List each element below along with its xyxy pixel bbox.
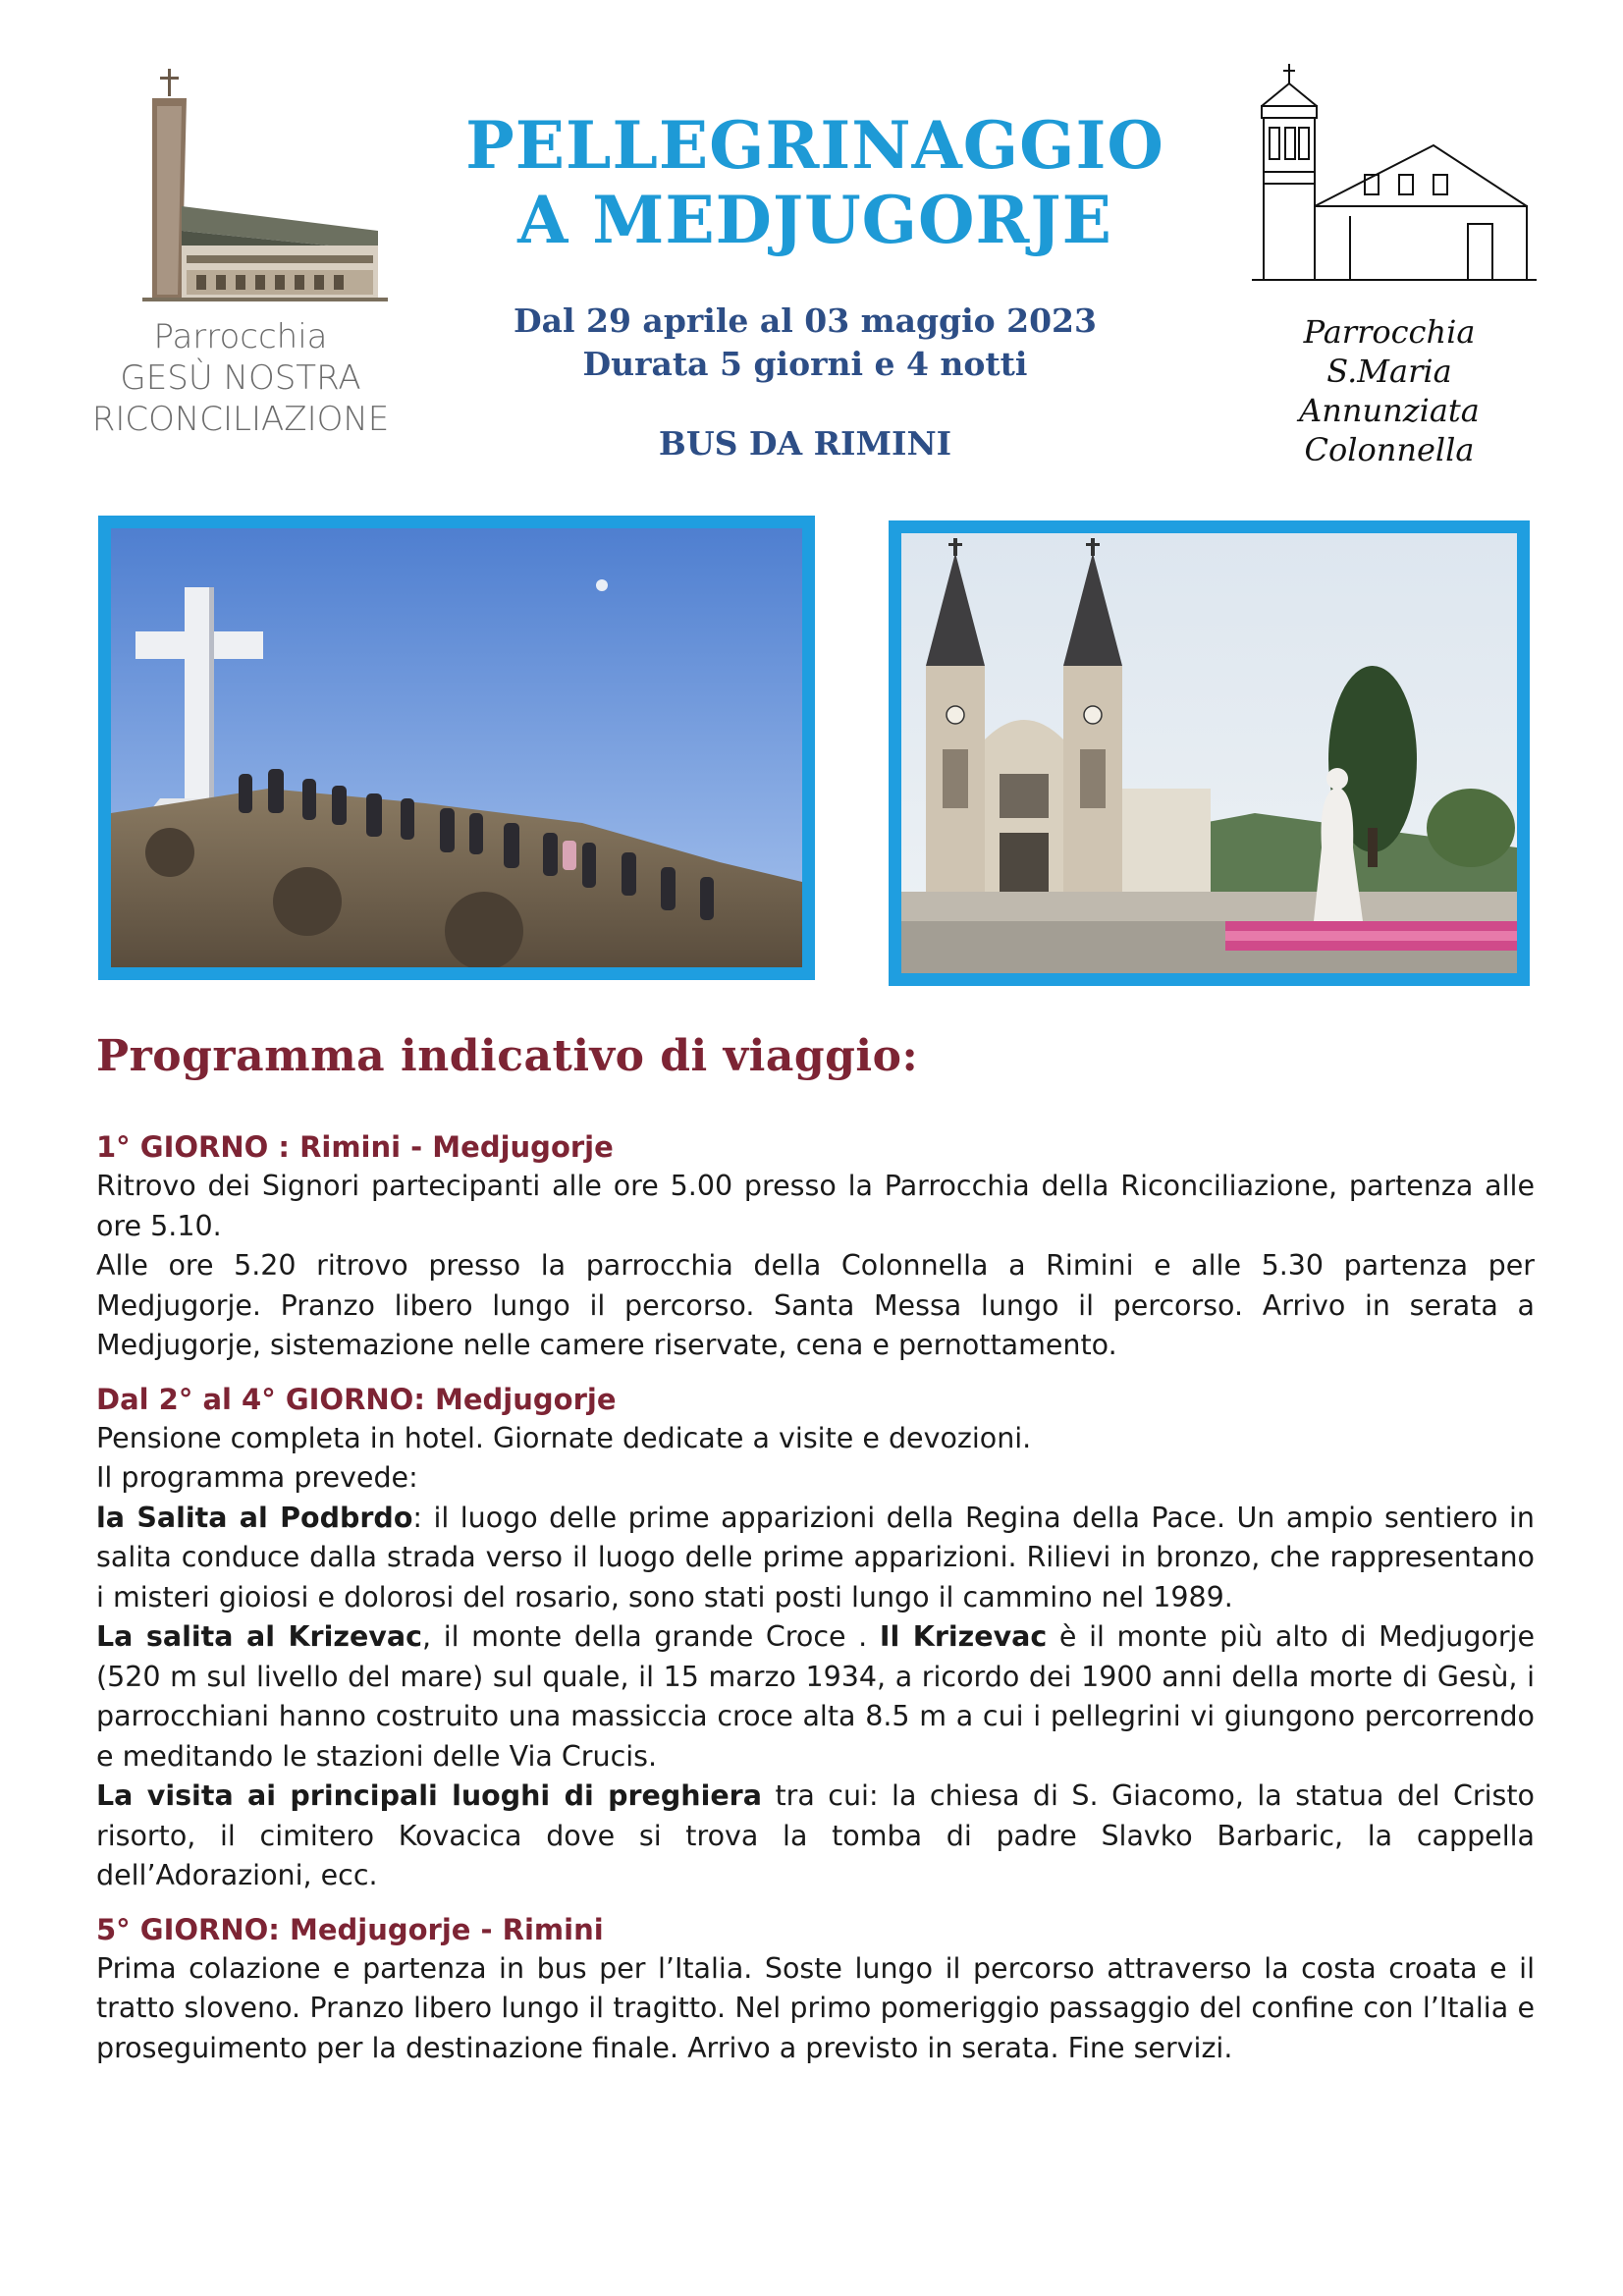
day2-podbrdo [96,1499,1535,1618]
day5-heading: 5° GIORNO: Medjugorje - Rimini [96,1912,604,1946]
logo-left-line3: RICONCILIAZIONE [91,400,390,439]
krizevac-text1: , il monte della grande Croce . [422,1620,880,1653]
program-body [96,1127,1535,2068]
trip-dates [422,300,1188,386]
visita-bold: La visita ai principali luoghi di preghiera [96,1779,762,1812]
church-towers-illustration [901,533,1517,973]
day2-paragraph2: Il programma prevede: [96,1461,418,1494]
logo-right-line2: S.Maria [1326,353,1452,390]
dates-line2: Durata 5 giorni e 4 notti [582,345,1028,383]
program-title: Programma indicativo di viaggio: [96,1031,919,1081]
logo-parrocchia-gesu-nostra-riconciliazione [83,59,398,452]
visita-text: tra cui: la chiesa di S. Giacomo, la statua del Cristo risorto, il cimitero Kovacica dove si trova la tomba di padre Slavko Barbaric, la cappella dell’Adorazioni, ecc. [96,1779,1535,1891]
krizevac-bold2: Il Krizevac [879,1620,1048,1653]
krizevac-bold1: La salita al Krizevac [96,1620,422,1653]
day2-visita [96,1777,1535,1896]
podbrdo-text: : il luogo delle prime apparizioni della Regina della Pace. Un ampio sentiero in salita conduce dalla strada verso il luogo delle prime apparizioni. Rilievi in bronzo, che rappresentano i misteri gioiosi e dolorosi del rosario, sono stati posti lungo il cammino nel 1989. [96,1501,1535,1613]
photo-church-st-james [889,520,1530,986]
day1-paragraph1: Ritrovo dei Signori partecipanti alle ore 5.00 presso la Parrocchia della Riconciliazione, partenza alle ore 5.10. [96,1170,1535,1242]
krizevac-text2: è il monte più alto di Medjugorje (520 m sul livello del mare) sul quale, il 15 marzo 1934, a ricordo dei 1900 anni della morte di Gesù, i parrocchiani hanno costruito una massiccia croce alta 8.5 m a cui i pellegrini vi giungono percorrendo e meditando le stazioni delle Via Crucis. [96,1620,1536,1773]
title-line1: PELLEGRINAGGIO [465,107,1164,184]
church-line-drawing-icon [1232,59,1546,304]
logo-parrocchia-s-maria-annunziata [1232,59,1546,471]
day1-heading: 1° GIORNO : Rimini - Medjugorje [96,1130,614,1164]
photo-krizevac-cross [98,516,815,980]
day5-paragraph1: Prima colazione e partenza in bus per l’Italia. Soste lungo il percorso attraverso la costa croata e il tratto sloveno. Pranzo libero lungo il tragitto. Nel primo pomeriggio passaggio del confine con l’Italia e proseguimento per la destinazione finale. Arrivo a previsto in serata. Fine servizi. [96,1951,1535,2064]
day1-paragraph2: Alle ore 5.20 ritrovo presso la parrocchia della Colonnella a Rimini e alle 5.30 partenza per Medjugorje. Pranzo libero lungo il percorso. Santa Messa lungo il percorso. Arrivo in serata a Medjugorje, sistemazione nelle camere riservate, cena e pernottamento. [96,1249,1535,1361]
logo-right-line4: Colonnella [1304,431,1475,468]
logo-left-line1: Parrocchia [153,317,328,356]
title-line2: A MEDJUGORJE [517,182,1112,258]
dates-line1: Dal 29 aprile al 03 maggio 2023 [514,301,1097,340]
cross-hill-illustration [111,528,802,967]
day2-krizevac [96,1617,1535,1777]
church-modern-icon [83,59,398,314]
transport-info: BUS DA RIMINI [658,424,952,463]
page-title [422,108,1208,257]
day2-paragraph1: Pensione completa in hotel. Giornate dedicate a visite e devozioni. [96,1421,1032,1454]
day2-heading: Dal 2° al 4° GIORNO: Medjugorje [96,1382,617,1416]
logo-right-line1: Parrocchia [1303,313,1476,351]
logo-left-line2: GESÙ NOSTRA [120,358,361,398]
logo-right-line3: Annunziata [1299,392,1480,429]
podbrdo-bold: la Salita al Podbrdo [96,1501,413,1534]
